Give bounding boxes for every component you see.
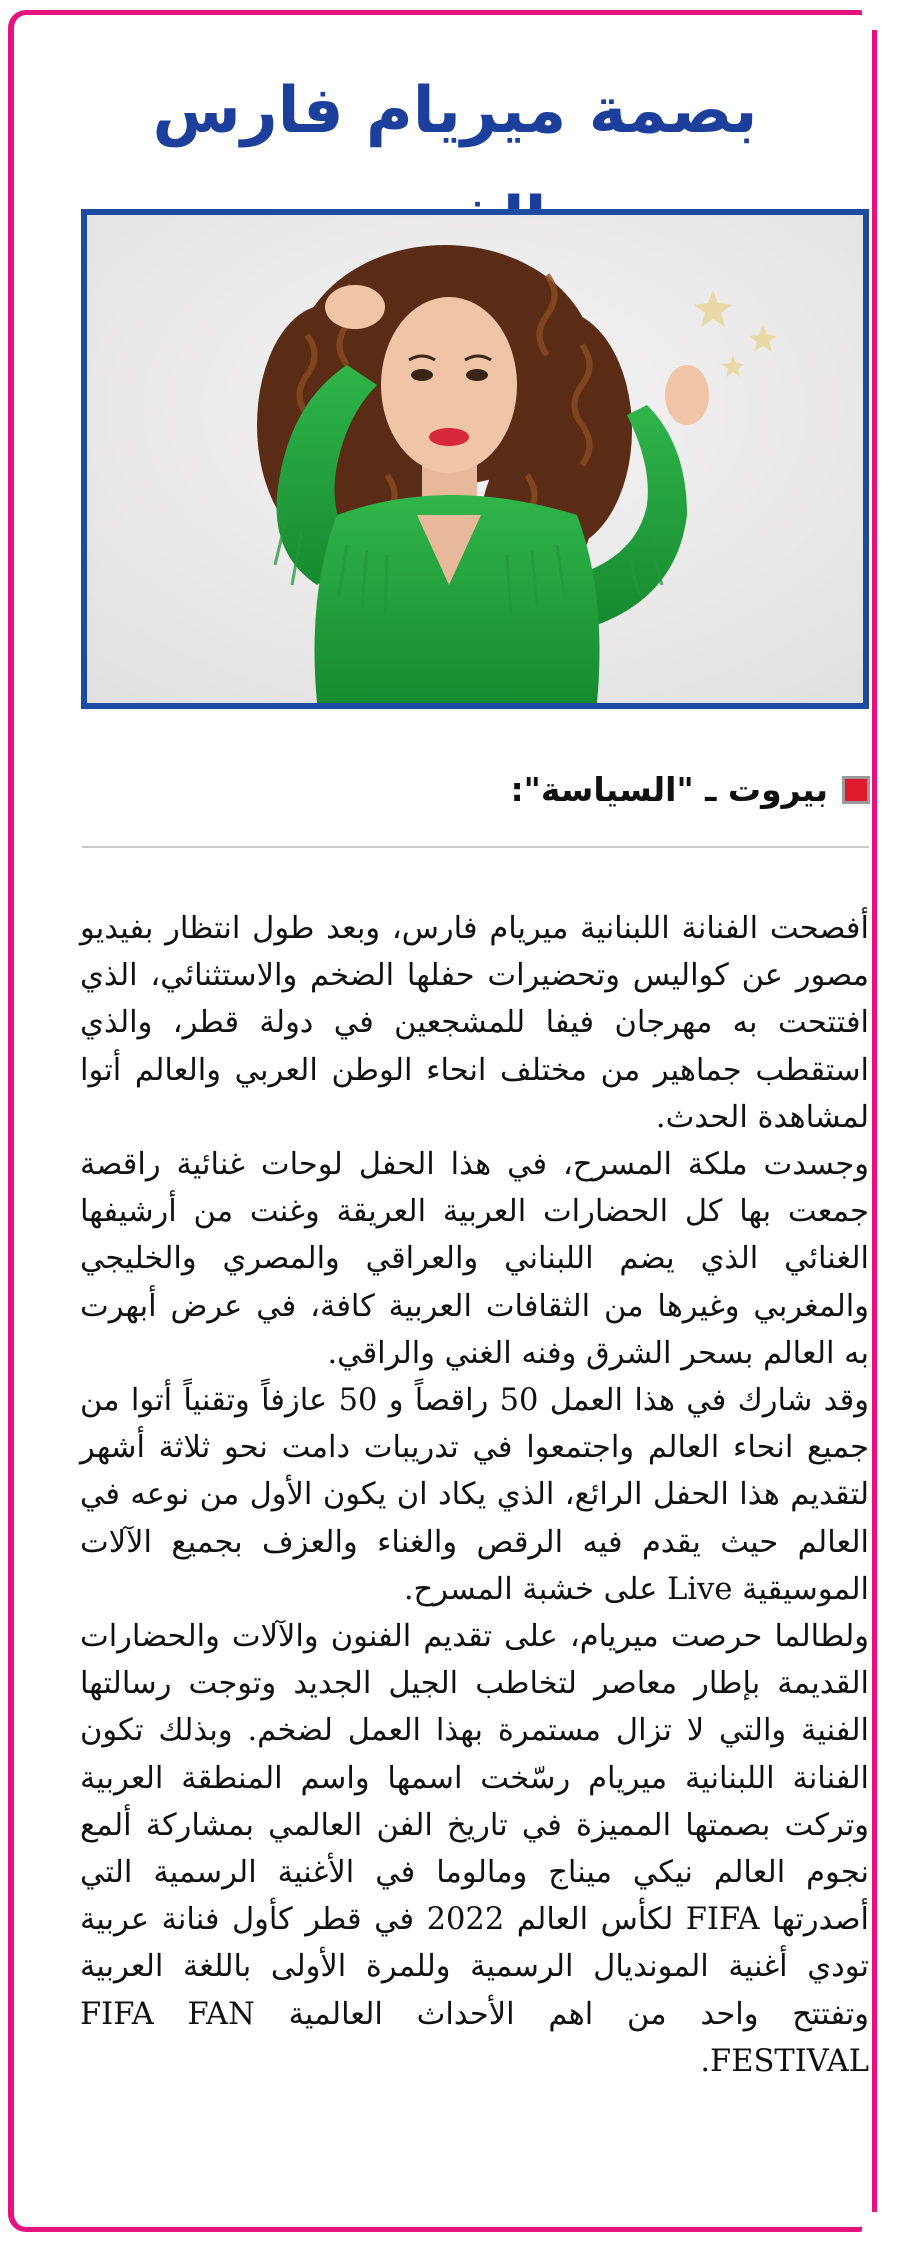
article-photo bbox=[81, 209, 869, 709]
article-paragraph: وقد شارك في هذا العمل 50 راقصاً و 50 عازفاً وتقنياً أتوا من جميع انحاء العالم واجتمعوا في تدريبات دامت نحو ثلاثة أشهر لتقديم هذا الحفل الرائع، الذي يكاد ان يكون الأول من نوعه في العالم حيث يقدم فيه الرقص والغناء والعزف بجميع الآلات الموسيقية Live على خشبة المسرح. bbox=[80, 1383, 869, 1607]
dateline-marker-icon bbox=[842, 776, 870, 804]
divider bbox=[82, 846, 869, 848]
photo-illustration bbox=[87, 215, 863, 703]
article-paragraph: وجسدت ملكة المسرح، في هذا الحفل لوحات غنائية راقصة جمعت بها كل الحضارات العربية العريقة وغنت من أرشيفها الغنائي الذي يضم اللبناني والعراقي والمصري والخليجي والمغربي وغيرها من الثقافات العربية كافة، في عرض أبهرت به العالم بسحر الشرق وفنه الغني والراقي. bbox=[80, 1147, 869, 1371]
dateline bbox=[500, 765, 870, 815]
article-body bbox=[80, 905, 869, 2085]
article-paragraph: أفصحت الفنانة اللبنانية ميريام فارس، وبعد طول انتظار بفيديو مصور عن كواليس وتحضيرات حفلها الضخم والاستثنائي، الذي افتتحت به مهرجان فيفا للمشجعين في دولة قطر، والذي استقطب جماهير من مختلف انحاء الوطن العربي والعالم أتوا لمشاهدة الحدث. bbox=[80, 911, 869, 1135]
frame-gap-top bbox=[862, 0, 920, 30]
article-paragraph: ولطالما حرصت ميريام، على تقديم الفنون والآلات والحضارات القديمة بإطار معاصر لتخاطب الجيل الجديد وتوجت رسالتها الفنية والتي لا تزال مستمرة بهذا العمل لضخم. وبذلك تكون الفنانة اللبنانية ميريام رسّخت اسمها واسم المنطقة العربية وتركت بصمتها المميزة في تاريخ الفن العالمي بمشاركة ألمع نجوم العالم نيكي ميناج ومالوما في الأغنية الرسمية التي أصدرتها FIFA لكأس العالم 2022 في قطر كأول فنانة عربية تودي أغنية المونديال الرسمية وللمرة الأولى باللغة العربية وتفتتح واحد من اهم الأحداث العالمية FIFA FAN FESTIVAL. bbox=[80, 1619, 869, 2079]
article-headline: بصمة ميريام فارس bbox=[152, 74, 758, 148]
dateline-text: بيروت ـ "السياسة": bbox=[510, 770, 828, 809]
frame-gap-bottom bbox=[862, 2212, 920, 2242]
